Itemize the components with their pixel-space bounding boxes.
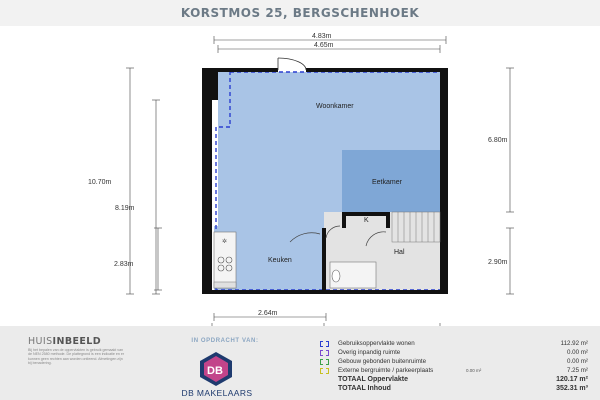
agent-name: DB MAKELAARS [181, 388, 253, 398]
total-label: TOTAAL Inhoud [338, 385, 391, 392]
dim-right-upper: 6.80m [488, 137, 508, 144]
k-label: K [364, 217, 369, 224]
dim-left-mid: 8.19m [115, 205, 135, 212]
page-title: KORSTMOS 25, BERGSCHENHOEK [180, 6, 420, 20]
dim-left-total: 10.70m [88, 179, 112, 186]
hal-label: Hal [394, 249, 405, 256]
legend-value: 112.92 m² [560, 340, 588, 347]
legend-value: 0.00 m² [567, 358, 588, 365]
db-makelaars-logo-icon [196, 350, 236, 388]
disclaimer-text: Bij het bepalen van de oppervlakten is gebruik gemaakt van de NEN 2580 methode. De plattegrond is een indicatie en er kunnen geen rechten aan worden ontleend. Afmetingen zijn bij benadering. [28, 348, 125, 366]
legend-row [318, 340, 588, 349]
legend-swatch [320, 350, 329, 356]
dim-right-lower: 2.90m [488, 259, 508, 266]
dim-top-outer: 4.83m [312, 33, 332, 40]
total-value: 352.31 m³ [556, 385, 588, 392]
legend-swatch [320, 368, 329, 374]
door-swing-icon [278, 58, 306, 70]
legend-row [318, 358, 588, 367]
legend-extra: 0.00 m² [466, 368, 482, 373]
svg-text:DB: DB [207, 365, 223, 377]
dim-left-small: 2.83m [114, 261, 134, 268]
legend-label: Externe bergruimte / parkeerplaats [338, 367, 434, 374]
total-row [318, 385, 588, 395]
keuken-label: Keuken [268, 257, 292, 264]
eetkamer-label: Eetkamer [372, 179, 402, 186]
floor-plan [0, 26, 600, 326]
brand-prefix: HUIS [28, 336, 53, 347]
brand-suffix: INBEELD [52, 336, 101, 347]
woonkamer-label: Woonkamer [316, 103, 354, 110]
legend-swatch [320, 341, 329, 347]
dim-top-inner: 4.65m [314, 42, 334, 49]
legend-label: Gebruiksoppervlakte wonen [338, 340, 415, 347]
legend-label: Overig inpandig ruimte [338, 349, 401, 356]
legend-swatch [320, 359, 329, 365]
legend-row [318, 367, 588, 376]
kitchen-counter [214, 232, 236, 288]
total-value: 120.17 m² [556, 376, 588, 383]
total-label: TOTAAL Oppervlakte [338, 376, 409, 383]
legend-value: 0.00 m² [567, 349, 588, 356]
svg-text:✲: ✲ [222, 239, 228, 245]
dim-bottom-total: 2.64m [258, 310, 278, 317]
huisinbeeld-logo [28, 336, 101, 347]
title-bar [0, 0, 600, 26]
legend-label: Gebouw gebonden buitenruimte [338, 358, 427, 365]
toilet-icon [330, 262, 376, 288]
legend-row [318, 349, 588, 358]
legend-value: 7.25 m² [567, 367, 588, 374]
opdracht-label: IN OPDRACHT VAN: [191, 338, 259, 344]
